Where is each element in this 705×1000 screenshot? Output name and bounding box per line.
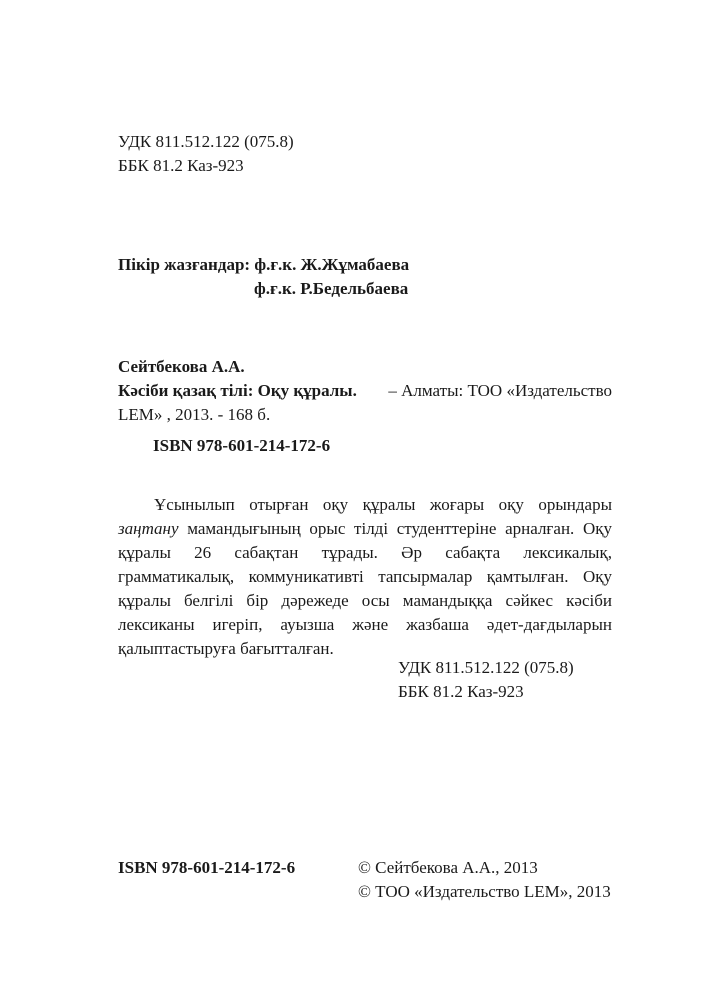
isbn-bottom xyxy=(118,856,295,880)
annotation-text-before: Ұсынылып отырған оқу құралы жоғары оқу орындары xyxy=(154,495,612,514)
bbk-code: ББК 81.2 Каз-923 xyxy=(118,156,244,175)
footer-bbk-code: ББК 81.2 Каз-923 xyxy=(398,682,524,701)
citation-author xyxy=(118,355,245,379)
author-name: Сейтбекова А.А. xyxy=(118,357,245,376)
copyright-publisher: © ТОО «Издательство LEM», 2013 xyxy=(358,882,611,901)
copyright xyxy=(358,856,611,904)
udk-code: УДК 811.512.122 (075.8) xyxy=(118,132,294,151)
header-codes xyxy=(118,130,294,178)
isbn-top xyxy=(153,434,330,458)
citation-line2 xyxy=(118,403,270,427)
citation-entry xyxy=(118,379,612,403)
copyright-author: © Сейтбекова А.А., 2013 xyxy=(358,858,538,877)
annotation-italic-word: заңтану xyxy=(118,519,179,538)
publisher-part2: LEM» , 2013. - 168 б. xyxy=(118,405,271,424)
annotation-text-after: мамандығының орыс тілді студенттеріне арналған. Оқу құралы 26 сабақтан тұрады. Әр сабақта лексикалық, грамматикалық, коммуникативті тапсырмалар қамтылған. Оқу құралы белгілі бір дәрежеде осы мамандыққа сәйкес кәсіби лексиканы игеріп, ауызша және жазбаша әдет-дағдыларын қалыптастыруға бағытталған. xyxy=(118,519,612,658)
reviewer-1: ф.ғ.к. Ж.Жұмабаева xyxy=(254,255,410,274)
footer-codes xyxy=(398,656,574,704)
reviewer-2-line xyxy=(254,277,408,301)
reviewers xyxy=(118,253,409,277)
reviewers-label: Пікір жазғандар: xyxy=(118,255,251,274)
isbn-top-text: ISBN 978-601-214-172-6 xyxy=(153,436,331,455)
publisher-part1: – Алматы: ТОО «Издательство xyxy=(388,381,612,400)
isbn-bottom-text: ISBN 978-601-214-172-6 xyxy=(118,858,296,877)
book-title: Кәсіби қазақ тілі: Оқу құралы. xyxy=(118,381,357,400)
annotation xyxy=(118,493,612,661)
reviewer-2: ф.ғ.к. Р.Бедельбаева xyxy=(254,279,409,298)
footer-udk-code: УДК 811.512.122 (075.8) xyxy=(398,658,574,677)
